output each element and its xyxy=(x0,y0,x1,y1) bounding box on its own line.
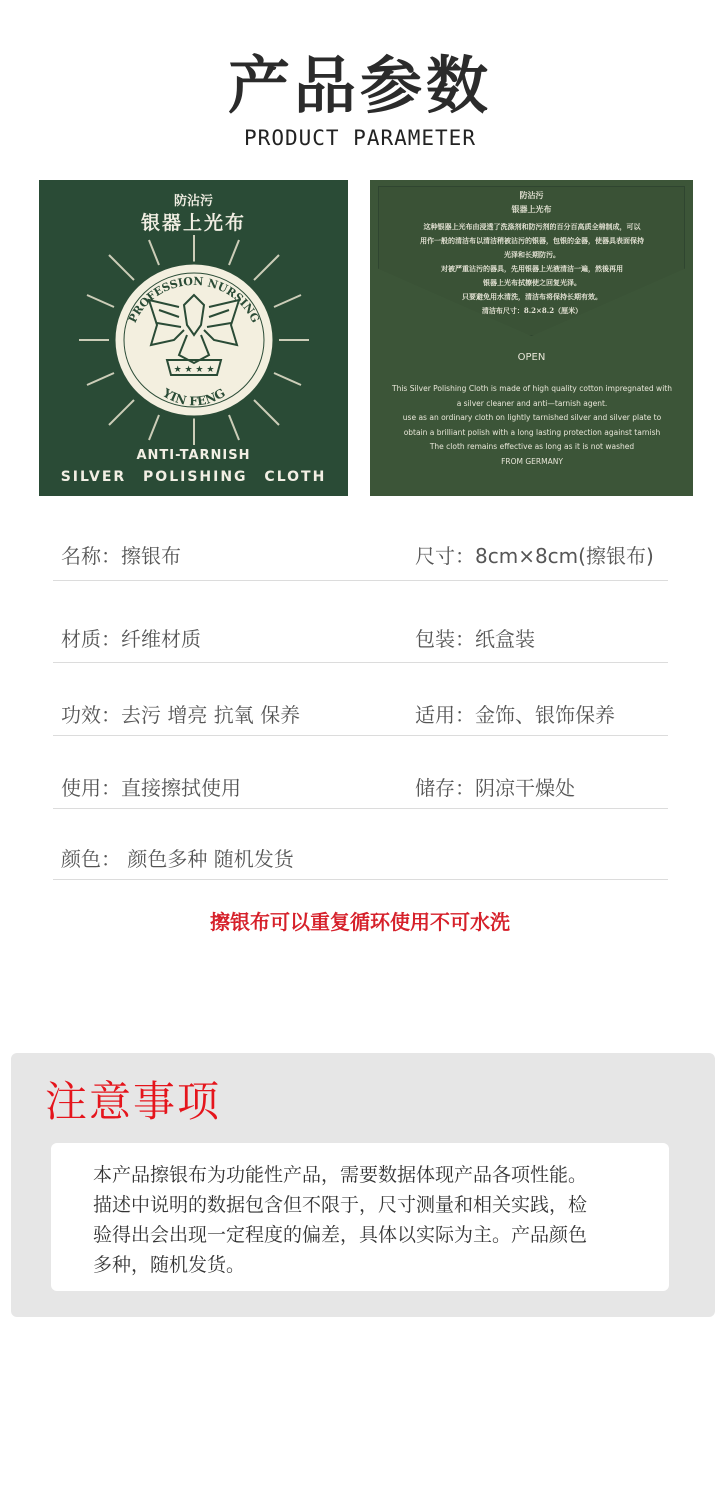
en-body-line: The cloth remains effective as long as it is not washed xyxy=(429,442,635,451)
package-back-cn-body xyxy=(392,220,672,318)
eagle-emblem-icon xyxy=(79,235,309,445)
param-effect: 功效：去污 增亮 抗氧 保养 xyxy=(61,703,301,727)
package-front-line2: 银器上光布 xyxy=(140,212,246,234)
emblem-top-text: PROFESSION NURSING xyxy=(126,274,262,325)
package-back-en-body xyxy=(382,382,682,469)
param-name: 名称：擦银布 xyxy=(61,544,181,568)
notice-line: 本产品擦银布为功能性产品，需要数据体现产品各项性能。 xyxy=(93,1164,588,1186)
notice-line: 验得出会出现一定程度的偏差，具体以实际为主。产品颜色 xyxy=(93,1224,588,1246)
page-title-en: PRODUCT PARAMETER xyxy=(244,126,476,150)
cn-body-line: 清洁布尺寸：8.2×8.2（厘米） xyxy=(481,306,583,315)
param-row-1 xyxy=(53,528,668,581)
page-title-cn: 产品参数 xyxy=(227,49,492,122)
package-back-open: OPEN xyxy=(517,352,546,363)
red-note: 擦银布可以重复循环使用不可水洗 xyxy=(210,910,510,934)
package-back-cn-small: 防沾污 xyxy=(519,190,544,200)
notice-card xyxy=(51,1143,669,1291)
svg-text:★ ★ ★ ★: ★ ★ ★ ★ xyxy=(173,365,215,375)
cn-body-line: 银器上光布拭擦使之回复光泽。 xyxy=(483,278,581,287)
emblem-bottom-text: YIN FENG xyxy=(160,385,228,409)
package-front-anti: ANTI-TARNISH xyxy=(136,448,251,463)
en-body-line: obtain a brilliant polish with a long lasting protection against tarnish xyxy=(403,427,661,437)
notice-box xyxy=(11,1053,715,1317)
param-storage: 储存：阴凉干燥处 xyxy=(415,776,575,800)
notice-text xyxy=(93,1160,648,1280)
param-usage: 使用：直接擦拭使用 xyxy=(61,776,241,800)
package-back-cn-title: 银器上光布 xyxy=(511,204,552,214)
param-material: 材质：纤维材质 xyxy=(61,627,201,651)
cn-body-line: 这种银器上光布由浸透了洗涤剂和防污剂的百分百高质全棉制成，可以 xyxy=(423,222,641,231)
cn-body-line: 光泽和长期防污。 xyxy=(504,250,560,259)
en-body-line: This Silver Polishing Cloth is made of high quality cotton impregnated with xyxy=(392,384,672,393)
cn-body-line: 用作一般的清洁布以清洁稍被沾污的银器，包银的金器，使器具表面保持 xyxy=(420,236,644,245)
param-color: 颜色： 颜色多种 随机发货 xyxy=(61,847,294,871)
notice-line: 多种，随机发货。 xyxy=(93,1254,246,1276)
notice-title: 注意事项 xyxy=(45,1077,222,1126)
en-body-line: a silver cleaner and anti—tarnish agent. xyxy=(456,398,608,408)
param-size: 尺寸：8cm×8cm(擦银布) xyxy=(415,544,654,568)
en-body-line: use as an ordinary cloth on lightly tarnished silver and silver plate to xyxy=(402,413,662,422)
param-row-3 xyxy=(53,663,668,736)
param-row-5 xyxy=(53,809,668,880)
package-front-silver: SILVER POLISHING CLOTH xyxy=(60,469,327,485)
notice-line: 描述中说明的数据包含但不限于，尺寸测量和相关实践，检 xyxy=(93,1194,588,1216)
param-row-2 xyxy=(53,581,668,663)
param-suitable: 适用：金饰、银饰保养 xyxy=(415,703,615,727)
package-front-line1: 防沾污 xyxy=(173,194,213,209)
package-back-image xyxy=(370,180,693,496)
cn-body-line: 只要避免用水清洗，清洁布将保持长期有效。 xyxy=(462,292,602,301)
en-body-line: FROM GERMANY xyxy=(501,456,563,466)
cn-body-line: 对被严重沾污的器具，先用银器上光液清洁一遍，然後再用 xyxy=(441,264,623,273)
param-packaging: 包装：纸盒装 xyxy=(415,627,535,651)
package-front-image xyxy=(39,180,348,496)
param-row-4 xyxy=(53,736,668,809)
